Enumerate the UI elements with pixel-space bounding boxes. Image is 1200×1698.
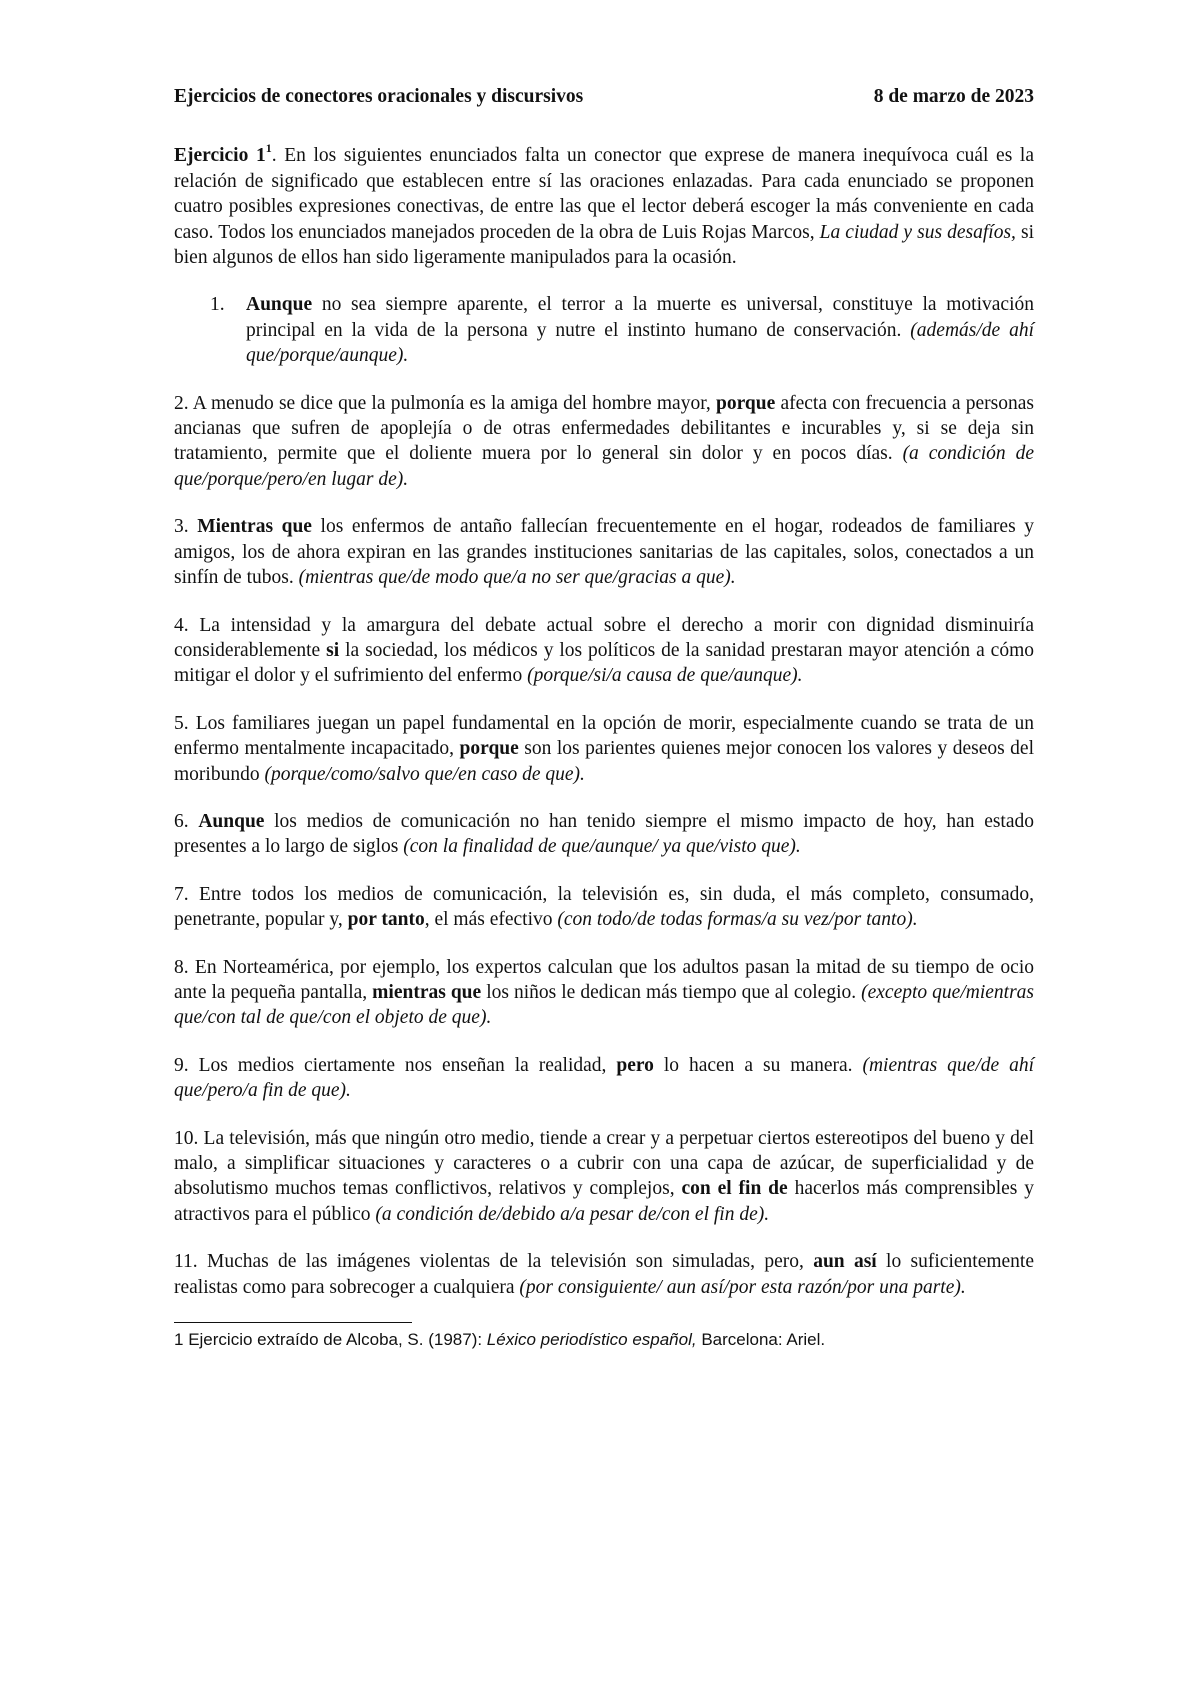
item-text: Los medios ciertamente nos enseñan la realidad,: [188, 1054, 617, 1076]
connector: porque: [459, 738, 519, 760]
exercise-intro: [174, 140, 1035, 270]
footnote-number: 1: [174, 1330, 184, 1350]
connector: Aunque: [198, 810, 265, 832]
footnote-text-end: Barcelona: Ariel.: [696, 1330, 826, 1350]
exercise-item: [174, 809, 1034, 860]
footnote-book-title: Léxico periodístico español,: [486, 1330, 697, 1350]
document-page: [174, 84, 1034, 1351]
item-number: 3.: [174, 516, 189, 538]
connector: por tanto: [347, 909, 425, 931]
footnote: [174, 1329, 1034, 1351]
item-text: Los familiares juegan un papel fundamental en la opción de morir, especialmente cuando se trata de un enfermo mentalmente incapacitado,: [174, 712, 1034, 760]
connector: mientras que: [372, 981, 482, 1003]
exercise-item: [174, 882, 1034, 933]
item-number: 10.: [174, 1127, 199, 1149]
connector: Mientras que: [197, 516, 312, 538]
connector-options: (además/de ahí que/porque/aunque).: [246, 319, 1034, 367]
item-text: no sea siempre aparente, el terror a la muerte es universal, constituye la motivación principal en la vida de la persona y nutre el instinto humano de conservación.: [246, 294, 1034, 341]
intro-text: . En los siguientes enunciados falta un conector que exprese de manera inequívoca cuál es la relación de significado que establecen entre sí las oraciones enlazadas. Para cada enunciado se proponen cuatro posibles expresiones conectivas, de entre las que el lector deberá escoger la más conveniente en cada caso. Todos los enunciados manejados proceden de la obra de Luis Rojas Marcos,: [174, 145, 1034, 243]
footnote-reference: 1: [265, 140, 272, 155]
connector: si: [326, 639, 340, 661]
connector-options: (excepto que/mientras que/con tal de que/con el objeto de que).: [174, 981, 1034, 1029]
exercise-heading: Ejercicio 1: [174, 145, 266, 167]
item-number: 2.: [174, 392, 189, 414]
document-date: 8 de marzo de 2023: [873, 86, 1034, 107]
exercise-item: [174, 292, 1034, 368]
connector: pero: [616, 1054, 654, 1076]
item-number: 11.: [174, 1251, 198, 1273]
exercise-item: [174, 514, 1034, 590]
connector-options: (a condición de que/porque/pero/en lugar de).: [174, 443, 1034, 490]
connector-options: (mientras que/de ahí que/pero/a fin de que).: [174, 1054, 1034, 1102]
item-number: 9.: [174, 1054, 189, 1076]
item-text: lo suficientemente realistas como para sobrecoger a cualquiera: [174, 1251, 1035, 1298]
item-number: 4.: [174, 614, 189, 636]
item-text: son los parientes quienes mejor conocen los valores y deseos del moribundo: [174, 738, 1035, 785]
footnote-text: Ejercicio extraído de Alcoba, S. (1987):: [183, 1330, 487, 1350]
exercise-item: [174, 955, 1034, 1031]
document-title: Ejercicios de conectores oracionales y discursivos: [174, 86, 584, 107]
item-text: la sociedad, los médicos y los políticos de la sanidad prestaran mayor atención a cómo mitigar el dolor y el sufrimiento del enfermo: [174, 639, 1034, 687]
item-number: 6.: [174, 810, 189, 832]
connector: Aunque: [246, 294, 313, 316]
item-text: afecta con frecuencia a personas ancianas que sufren de apoplejía o de otras enfermedades debilitantes e incurables y, si se deja sin tratamiento, permite que el doliente muera por lo general sin dolor y en pocos días.: [174, 392, 1034, 465]
item-text: Muchas de las imágenes violentas de la televisión son simuladas, pero,: [197, 1251, 814, 1273]
exercise-item: [174, 1053, 1034, 1104]
exercise-item: [174, 711, 1034, 787]
connector-options: (porque/como/salvo que/en caso de que).: [264, 763, 585, 785]
connector: porque: [716, 392, 776, 414]
exercise-item: [174, 1126, 1034, 1228]
item-text: , el más efectivo: [424, 909, 558, 931]
connector-options: (porque/si/a causa de que/aunque).: [527, 665, 803, 687]
item-number: 5.: [174, 712, 189, 734]
item-text: La intensidad y la amargura del debate actual sobre el derecho a morir con dignidad disminuiría considerablemente: [174, 614, 1034, 661]
exercise-item: [174, 391, 1034, 493]
item-number: 7.: [174, 883, 189, 905]
exercise-item: [174, 1249, 1034, 1300]
item-text: A menudo se dice que la pulmonía es la amiga del hombre mayor,: [188, 392, 716, 414]
connector-options: (mientras que/de modo que/a no ser que/gracias a que).: [298, 567, 736, 589]
item-text: La televisión, más que ningún otro medio, tiende a crear y a perpetuar ciertos estereotipos del bueno y del malo, a simplificar situaciones y caracteres o a cubrir con una capa de azúcar, de superficialidad y de absolutismo muchos temas conflictivos, relativos y complejos,: [174, 1127, 1034, 1200]
item-text: hacerlos más comprensibles y atractivos para el público: [174, 1178, 1034, 1225]
item-text: [189, 516, 198, 537]
connector: con el fin de: [681, 1178, 788, 1200]
item-text: En Norteamérica, por ejemplo, los expertos calculan que los adultos pasan la mitad de su tiempo de ocio ante la pequeña pantalla,: [174, 956, 1034, 1003]
item-text: los medios de comunicación no han tenido siempre el mismo impacto de hoy, han estado presentes a lo largo de siglos: [174, 810, 1035, 858]
exercise-item: [174, 613, 1034, 689]
item-text: los enfermos de antaño fallecían frecuentemente en el hogar, rodeados de familiares y amigos, los de ahora expiran en las grandes instituciones sanitarias de las capitales, solos, conectados a un sinfín de tubos.: [174, 516, 1035, 589]
item-number: 8.: [174, 956, 189, 978]
intro-text-end: si bien algunos de ellos han sido ligeramente manipulados para la ocasión.: [174, 221, 1035, 269]
book-title: La ciudad y sus desafíos,: [819, 221, 1016, 243]
item-text: lo hacen a su manera.: [653, 1054, 863, 1076]
footnote-divider: [174, 1322, 412, 1323]
item-text: [189, 811, 199, 832]
connector: aun así: [813, 1251, 877, 1273]
item-text: los niños le dedican más tiempo que al colegio.: [481, 981, 862, 1003]
connector-options: (por consiguiente/ aun así/por esta razón/por una parte).: [519, 1276, 966, 1298]
item-text: Entre todos los medios de comunicación, la televisión es, sin duda, el más completo, consumado, penetrante, popular y,: [174, 883, 1034, 931]
connector-options: (con la finalidad de que/aunque/ ya que/visto que).: [403, 836, 801, 858]
connector-options: (a condición de/debido a/a pesar de/con el fin de).: [375, 1203, 770, 1225]
connector-options: (con todo/de todas formas/a su vez/por tanto).: [557, 909, 918, 931]
page-header: [174, 84, 1034, 109]
item-number: 1.: [210, 294, 225, 316]
